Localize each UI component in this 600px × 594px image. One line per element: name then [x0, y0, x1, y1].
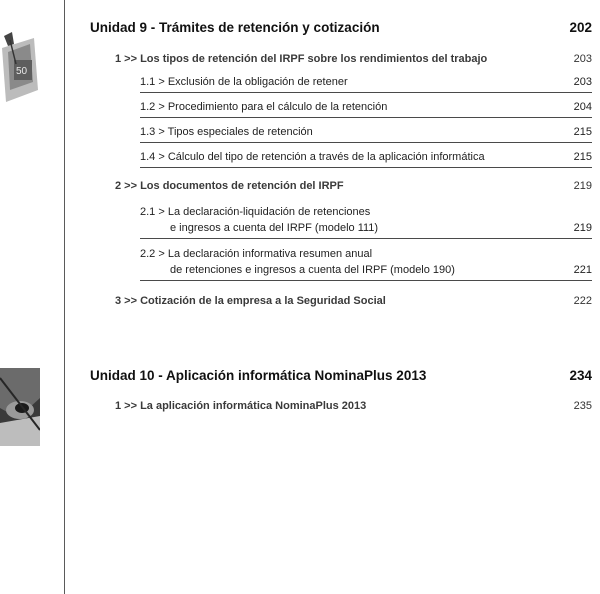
subsection-2-1[interactable] [140, 205, 592, 239]
svg-text:50: 50 [16, 66, 28, 77]
banknote-thumbnail [0, 30, 40, 105]
subsection-label: 2.2 > La declaración informativa resumen anual [140, 248, 373, 260]
subsection-label: 2.1 > La declaración-liquidación de retenciones [140, 206, 371, 218]
section-page: 222 [573, 295, 592, 307]
photo-thumbnail [0, 368, 40, 446]
section-label: 2 >> Los documentos de retención del IRPF [115, 180, 344, 192]
section-1[interactable] [115, 53, 592, 69]
section-10-1[interactable] [115, 400, 592, 416]
subsection-label-continued: e ingresos a cuenta del IRPF (modelo 111) [170, 222, 379, 234]
subsection-page: 215 [573, 126, 592, 138]
section-page: 219 [573, 180, 592, 192]
subsection-label: 1.1 > Exclusión de la obligación de retener [140, 76, 348, 88]
subsection-2-2[interactable] [140, 247, 592, 281]
subsection-1-4[interactable] [140, 150, 592, 168]
subsection-label-continued: de retenciones e ingresos a cuenta del IRPF (modelo 190) [170, 264, 455, 276]
section-label: 3 >> Cotización de la empresa a la Seguridad Social [115, 295, 386, 307]
subsection-label: 1.3 > Tipos especiales de retención [140, 126, 313, 138]
unit-page: 234 [569, 368, 592, 383]
unit-10-heading[interactable] [90, 368, 592, 386]
section-page: 203 [573, 53, 592, 65]
section-2[interactable] [115, 180, 592, 196]
subsection-1-3[interactable] [140, 125, 592, 143]
unit-page: 202 [569, 20, 592, 35]
subsection-page: 215 [573, 151, 592, 163]
subsection-1-1[interactable] [140, 75, 592, 93]
margin-rule [64, 0, 65, 594]
subsection-label: 1.2 > Procedimiento para el cálculo de la retención [140, 101, 388, 113]
unit-title: Unidad 9 - Trámites de retención y cotización [90, 20, 380, 35]
section-3[interactable] [115, 295, 592, 311]
section-page: 235 [573, 400, 592, 412]
unit-9-heading[interactable] [90, 20, 592, 38]
subsection-page: 204 [573, 101, 592, 113]
subsection-label: 1.4 > Cálculo del tipo de retención a través de la aplicación informática [140, 151, 485, 163]
section-label: 1 >> Los tipos de retención del IRPF sobre los rendimientos del trabajo [115, 53, 488, 65]
subsection-page: 203 [573, 76, 592, 88]
subsection-page: 221 [573, 264, 592, 276]
unit-title: Unidad 10 - Aplicación informática NominaPlus 2013 [90, 368, 427, 383]
subsection-1-2[interactable] [140, 100, 592, 118]
section-label: 1 >> La aplicación informática NominaPlus 2013 [115, 400, 367, 412]
subsection-page: 219 [573, 222, 592, 234]
